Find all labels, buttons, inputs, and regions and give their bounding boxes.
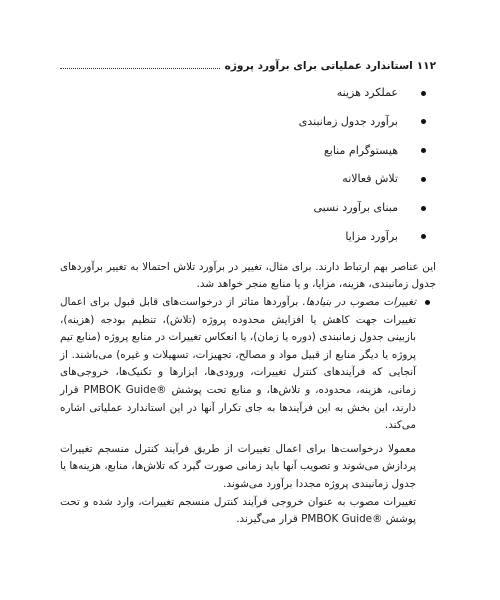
estimate-elements-list xyxy=(60,86,436,244)
paragraph: این عناصر بهم ارتباط دارند. برای مثال، تغییر در برآورد تلاش احتمالا به تغییر برآوردهای جدول زمانبندی، هزینه، مزایا، و یا منابع منجر خواهد شد. xyxy=(60,260,436,291)
list-item: هیستوگرام منابع xyxy=(60,144,436,158)
approved-changes-body: برآوردها متاثر از درخواست‌های قابل قبول برای اعمال تغییرات جهت کاهش یا افزایش محدوده پروژه (تلاش)، تنظیم بودجه (هزینه)، بازبینی جدول زمانبندی (دوره یا زمان)، یا انعکاس تغییرات در منابع پروژه (منابع تیم پروژه یا دیگر منابع از قبیل مواد و مصالح، تجهیزات، تسهیلات و غیره) می‌باشند. از آنجایی که فرآیندهای کنترل تغییرات، ورودی‌ها، ابزارها و تکنیک‌ها، خروجی‌های زمانی، هزینه، محدوده، و تلاش‌ها، و منابع تحت پوشش ®PMBOK Guide قرار دارند، این بخش به این فرآیندها به جای تکرار آنها در این استاندارد عملیاتی اشاره می‌کند. xyxy=(60,295,416,432)
paragraph: معمولا درخواست‌ها برای اعمال تغییرات از طریق فرآیند کنترل منسجم تغییرات پردازش می‌شوند و تصویب آنها باید زمانی صورت گیرد که تلاش‌ها، منابع، هزینه‌ها یا جدول زمانبندی پروژه مجددا برآورد می‌شوند. xyxy=(60,442,416,490)
approved-changes-item xyxy=(60,294,436,435)
list-item: عملکرد هزینه xyxy=(60,86,436,100)
list-item: مبنای برآورد نسبی xyxy=(60,201,436,215)
page-number: ۱۱۲ xyxy=(416,60,436,72)
header-leader-dots xyxy=(60,58,220,69)
chapter-title: استاندارد عملیاتی برای برآورد پروژه xyxy=(224,60,413,72)
list-item: تلاش فعالانه xyxy=(60,172,436,186)
list-item: برآورد جدول زمانبندی xyxy=(60,115,436,129)
list-item: برآورد مزایا xyxy=(60,230,436,244)
approved-changes-term: تغییرات مصوب در بنیادها. xyxy=(302,295,416,308)
running-header xyxy=(60,58,436,72)
paragraph: تغییرات مصوب به عنوان خروجی فرآیند کنترل منسجم تغییرات، وارد شده و تحت پوشش ®PMBOK Guide قرار می‌گیرند. xyxy=(60,495,416,526)
